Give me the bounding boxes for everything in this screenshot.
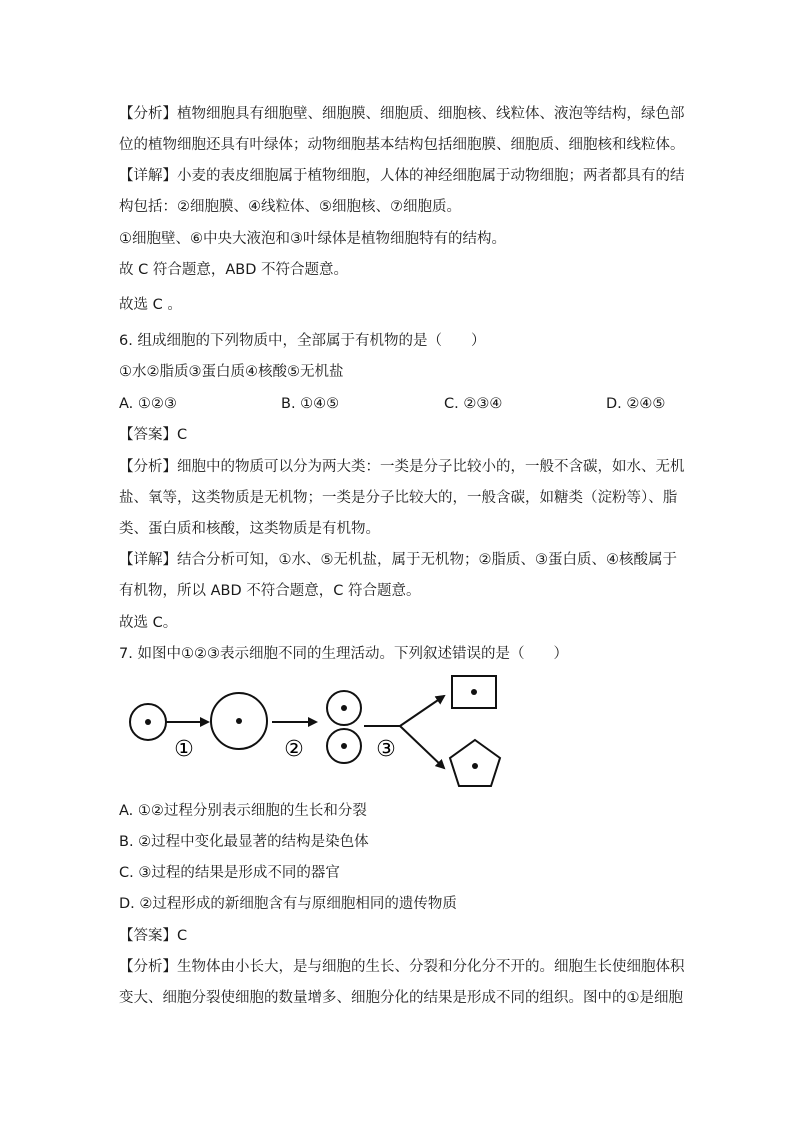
text-line: 故 C 符合题意，ABD 不符合题意。	[119, 262, 348, 278]
analysis-paragraph: 【分析】植物细胞具有细胞壁、细胞膜、细胞质、细胞核、线粒体、液泡等结构，绿色部	[119, 106, 685, 122]
small-cell	[130, 704, 166, 740]
cell-process-svg	[120, 670, 510, 795]
grown-cell	[211, 693, 267, 749]
q7-option-a: A. ①②过程分别表示细胞的生长和分裂	[119, 803, 367, 819]
detail-paragraph: 【详解】小麦的表皮细胞属于植物细胞，人体的神经细胞属于动物细胞；两者都具有的结	[119, 168, 685, 184]
arrow-3-up	[400, 696, 444, 726]
label-3: ③	[376, 737, 396, 762]
q6-option-c: C. ②③④	[444, 396, 503, 412]
analysis-paragraph: 位的植物细胞还具有叶绿体；动物细胞基本结构包括细胞膜、细胞质、细胞核和线粒体。	[119, 137, 685, 153]
detail-paragraph: 构包括：②细胞膜、④线粒体、⑤细胞核、⑦细胞质。	[119, 199, 461, 215]
pentagon-cell	[450, 740, 500, 786]
q6-answer: 【答案】C	[119, 427, 188, 443]
question-6-items: ①水②脂质③蛋白质④核酸⑤无机盐	[119, 364, 344, 380]
label-2: ②	[284, 737, 304, 762]
arrow-3-down	[400, 726, 444, 768]
label-1: ①	[174, 737, 194, 762]
question-7-stem: 7. 如图中①②③表示细胞不同的生理活动。下列叙述错误的是（ ）	[119, 646, 568, 662]
divided-cell-bottom	[327, 729, 361, 763]
text-line: ①细胞壁、⑥中央大液泡和③叶绿体是植物细胞特有的结构。	[119, 231, 506, 247]
divided-cell-top	[327, 691, 361, 725]
square-cell	[452, 676, 496, 708]
q6-detail: 【详解】结合分析可知，①水、⑤无机盐，属于无机物；②脂质、③蛋白质、④核酸属于	[119, 552, 677, 568]
q7-option-b: B. ②过程中变化最显著的结构是染色体	[119, 834, 369, 850]
q6-conclusion: 故选 C。	[119, 615, 178, 631]
q6-option-b: B. ①④⑤	[281, 396, 340, 412]
q7-answer: 【答案】C	[119, 928, 188, 944]
conclusion-line: 故选 C 。	[119, 297, 182, 313]
q6-detail: 有机物，所以 ABD 不符合题意，C 符合题意。	[119, 583, 421, 599]
q6-analysis: 【分析】细胞中的物质可以分为两大类：一类是分子比较小的，一般不含碳，如水、无机	[119, 459, 685, 475]
cell-process-diagram	[120, 670, 510, 795]
q6-analysis: 盐、氧等，这类物质是无机物；一类是分子比较大的，一般含碳，如糖类（淀粉等）、脂	[119, 490, 678, 506]
q7-option-c: C. ③过程的结果是形成不同的器官	[119, 865, 340, 881]
q7-option-d: D. ②过程形成的新细胞含有与原细胞相同的遗传物质	[119, 896, 457, 912]
q7-analysis: 【分析】生物体由小长大，是与细胞的生长、分裂和分化分不开的。细胞生长使细胞体积	[119, 959, 685, 975]
q7-analysis: 变大、细胞分裂使细胞的数量增多、细胞分化的结果是形成不同的组织。图中的①是细胞	[119, 990, 683, 1006]
q6-analysis: 类、蛋白质和核酸，这类物质是有机物。	[119, 521, 380, 537]
question-6-stem: 6. 组成细胞的下列物质中，全部属于有机物的是（ ）	[119, 333, 486, 349]
q6-option-d: D. ②④⑤	[606, 396, 666, 412]
q6-option-a: A. ①②③	[119, 396, 177, 412]
